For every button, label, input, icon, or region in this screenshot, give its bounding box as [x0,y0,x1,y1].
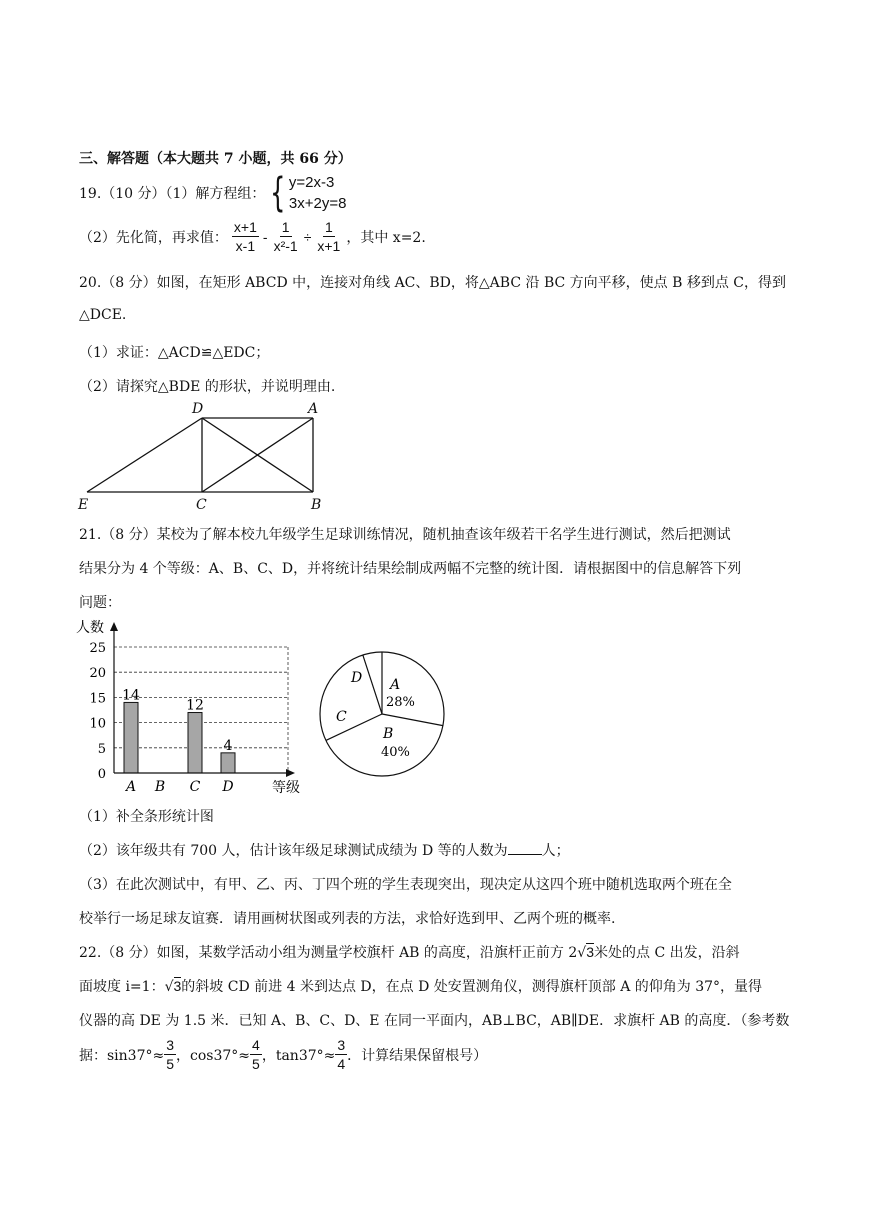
y-tick-label: 25 [89,641,106,656]
q22-line4-c: ，tan37°≈ [261,1047,336,1064]
bar-value-label: 12 [186,697,204,714]
x-axis-label: 等级 [272,780,300,796]
fraction-3 [315,218,342,255]
q22-line4 [79,1036,487,1073]
q22-line2-b: 的斜坡 CD 前进 4 米到达点 D，在点 D 处安置测角仪，测得旗杆顶部 A 的仰角为 37°，量得 [181,979,763,995]
x-tick-label: B [154,779,166,795]
q22-line3: 仪器的高 DE 为 1.5 米．已知 A、B、C、D、E 在同一平面内，AB⊥BC，AB∥DE．求旗杆 AB 的高度．（参考数 [79,1013,790,1029]
q22-line2-a: 面坡度 i=1： [79,979,165,995]
bar-value-label: 4 [223,737,233,754]
q19-part2-prefix: （2）先化简，再求值： [79,229,228,246]
fraction-3-numerator: 1 [324,219,333,235]
bar [221,753,235,773]
label-E: E [78,497,89,513]
fraction-2-denominator: x²-1 [273,238,298,254]
q19-part1 [79,172,346,214]
q21-line3: 问题： [79,595,121,611]
q22-line2 [79,976,762,996]
equation-system [265,172,346,214]
equation-1: y=2x-3 [288,174,335,191]
sqrt-3: √3 [164,978,182,995]
denominator: 4 [337,1056,346,1072]
pie-slice-percent: 40% [381,745,410,760]
q22-line1 [79,942,740,962]
q21-part2-text: （2）该年级共有 700 人，估计该年级足球测试成绩为 D 等的人数为 [79,843,508,859]
bar-value-label: 14 [122,687,140,704]
numerator: 3 [337,1037,346,1053]
divide-sign: ÷ [303,228,312,245]
fraction-4-5 [250,1036,262,1073]
pie-slice-label: B [383,726,394,742]
label-A: A [308,401,319,417]
fraction-3-5 [164,1036,176,1073]
y-tick-label: 0 [97,767,106,782]
label-D: D [192,401,204,417]
fraction-2-numerator: 1 [281,219,290,235]
bar-chart [74,614,314,798]
y-tick-label: 15 [89,691,106,707]
x-tick-label: D [222,779,234,795]
q20-line2: △DCE. [79,307,127,323]
radicand: 3 [173,978,182,994]
q21-part1: （1）补全条形统计图 [79,809,214,825]
x-tick-label: C [189,779,201,795]
fraction-1-numerator: x+1 [233,219,257,235]
q22-line4-b: ，cos37°≈ [176,1047,251,1064]
fraction-3-denominator: x+1 [317,238,341,254]
q21-line1: 21.（8 分）某校为了解本校九年级学生足球训练情况，随机抽查该年级若干名学生进行测试，然后把测试 [79,527,731,543]
q19-part2 [79,218,426,255]
q20-part1: （1）求证：△ACD≌△EDC； [79,345,270,361]
pie-slice-label: A [390,677,401,693]
q19-prefix: 19.（10 分）（1）解方程组： [79,186,266,202]
equation-2: 3x+2y=8 [288,195,347,212]
denominator: 5 [252,1056,260,1072]
fraction-3-4 [335,1036,347,1073]
pie-slice-percent: 28% [386,695,415,710]
q21-part2 [79,840,570,860]
fraction-1 [232,218,259,255]
y-tick-label: 5 [97,741,106,757]
fraction-1-denominator: x-1 [235,238,256,254]
brace-icon: { [270,170,286,216]
x-axis-arrow-icon [286,769,295,777]
bar [188,713,202,773]
pie-slice-label: D [351,670,363,686]
pie-slice-label: C [336,709,347,725]
q20-part2: （2）请探究△BDE 的形状，并说明理由. [79,379,336,395]
q21-part3-line2: 校举行一场足球友谊赛．请用画树状图或列表的方法，求恰好选到甲、乙两个班的概率. [79,911,616,927]
q22-line1-b: 米处的点 C 出发，沿斜 [594,945,740,961]
numerator: 4 [252,1037,260,1053]
rectangle-diagram [70,398,340,516]
q22-line4-a: 据：sin37°≈ [79,1047,165,1064]
fraction-2 [272,218,300,255]
answer-blank[interactable] [508,842,542,855]
q22-line4-d: ．计算结果保留根号） [347,1047,488,1064]
q21-part3-line1: （3）在此次测试中，有甲、乙、丙、丁四个班的学生表现突出，现决定从这四个班中随机选取两个班在全 [79,877,732,893]
pie-chart [310,614,460,800]
section-heading: 三、解答题（本大题共 7 小题，共 66 分） [79,151,352,167]
minus-sign: - [262,228,268,245]
bar [124,702,138,773]
line-ED [87,418,202,492]
y-axis-label: 人数 [76,620,104,636]
label-C: C [196,497,207,513]
label-B: B [311,497,322,513]
q21-part2-unit: 人； [541,843,570,859]
q20-line1: 20.（8 分）如图，在矩形 ABCD 中，连接对角线 AC、BD，将△ABC 沿 BC 方向平移，使点 B 移到点 C，得到 [79,275,786,291]
numerator: 3 [166,1037,175,1053]
y-axis-arrow-icon [110,622,118,631]
q19-suffix: ，其中 x=2. [346,229,426,246]
x-tick-label: A [125,779,137,795]
q22-line1-a: 22.（8 分）如图，某数学活动小组为测量学校旗杆 AB 的高度，沿旗杆正前方 2 [79,945,578,961]
y-tick-label: 20 [89,666,106,682]
q21-line2: 结果分为 4 个等级：A、B、C、D，并将统计结果绘制成两幅不完整的统计图．请根据图中的信息解答下列 [79,561,742,577]
denominator: 5 [166,1056,175,1072]
y-tick-label: 10 [89,716,106,732]
radicand: 3 [586,944,594,960]
sqrt-3: √3 [577,944,594,961]
